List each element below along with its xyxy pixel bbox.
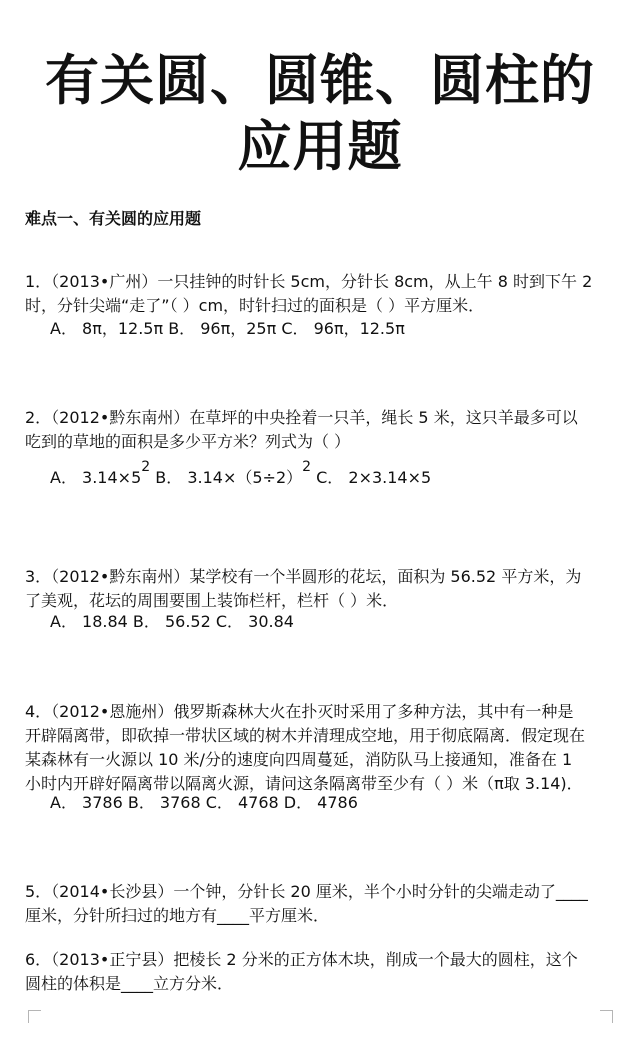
- question-4-line-3: 某森林有一火源以 10 米/分的速度向四周蔓延，消防队马上接通知，准备在 1: [25, 750, 573, 769]
- question-4-line-4: 小时内开辟好隔离带以隔离火源，请问这条隔离带至少有（ ）米（π取 3.14)．: [25, 774, 583, 793]
- question-4-options: A． 3786 B． 3768 C． 4768 D． 4786: [50, 793, 358, 812]
- question-4-line-1: 4．（2012•恩施州）俄罗斯森林大火在扑灭时采用了多种方法，其中有一种是: [25, 702, 574, 721]
- question-3-line-2: 了美观，花坛的周围要围上装饰栏杆，栏杆（ ）米．: [25, 591, 399, 610]
- page-title-line-2: 应用题: [237, 115, 403, 178]
- question-1-options: A． 8π，12.5π B． 96π，25π C． 96π，12.5π: [50, 319, 405, 338]
- question-2-option-a-exponent: 2: [141, 459, 151, 475]
- question-2-option-c: C． 2×3.14×5: [311, 468, 432, 487]
- question-3-options: A． 18.84 B． 56.52 C． 30.84: [50, 612, 294, 631]
- question-2-option-b-exponent: 2: [302, 459, 312, 475]
- question-2-option-b: B． 3.14×（5÷2）: [150, 468, 303, 487]
- question-5-line-1: 5．（2014•长沙县）一个钟，分针长 20 厘米，半个小时分针的尖端走动了____: [25, 882, 588, 901]
- question-5-line-2: 厘米，分针所扫过的地方有____平方厘米．: [25, 906, 330, 925]
- crop-mark-right: [600, 1010, 613, 1023]
- question-4-line-2: 开辟隔离带，即砍掉一带状区域的树木并清理成空地，用于彻底隔离．假定现在: [25, 726, 586, 745]
- question-1-line-1: 1．（2013•广州）一只挂钟的时针长 5cm，分针长 8cm，从上午 8 时到下午 2: [25, 272, 593, 291]
- question-2-options: [50, 459, 432, 490]
- crop-mark-left: [28, 1010, 41, 1023]
- question-2-line-1: 2．（2012•黔东南州）在草坪的中央拴着一只羊，绳长 5 米，这只羊最多可以: [25, 408, 578, 427]
- question-2-option-a: A． 3.14×5: [50, 468, 142, 487]
- page-title-line-1: 有关圆、圆锥、圆柱的: [45, 49, 595, 112]
- question-3-line-1: 3．（2012•黔东南州）某学校有一个半圆形的花坛，面积为 56.52 平方米，为: [25, 567, 582, 586]
- question-6-line-2: 圆柱的体积是____立方分米．: [25, 974, 234, 993]
- question-1-line-2: 时，分针尖端“走了”（ ）cm，时针扫过的面积是（ ）平方厘米．: [25, 296, 485, 315]
- question-2-line-2: 吃到的草地的面积是多少平方米？列式为（ ）: [25, 432, 351, 451]
- section-heading: 难点一、有关圆的应用题: [25, 209, 202, 228]
- question-6-line-1: 6．（2013•正宁县）把棱长 2 分米的正方体木块，削成一个最大的圆柱，这个: [25, 950, 578, 969]
